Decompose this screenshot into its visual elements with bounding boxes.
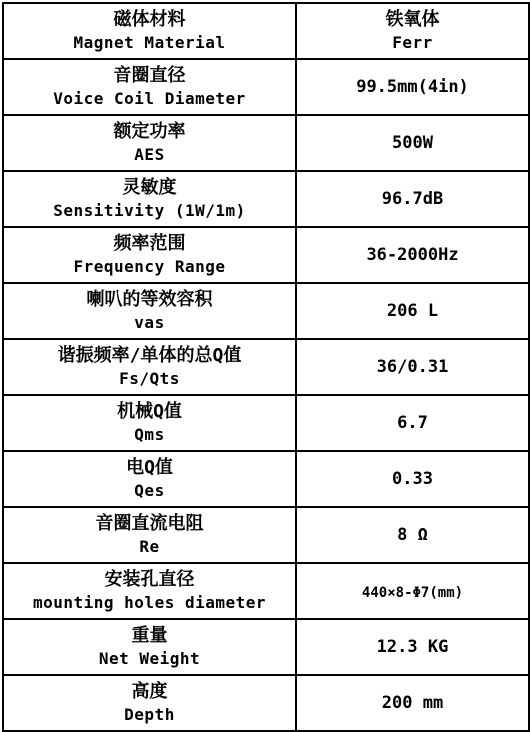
label-cell <box>3 563 296 619</box>
label-cell <box>3 395 296 451</box>
value-text: 36/0.31 <box>376 357 449 377</box>
label-zh: 高度 <box>131 681 168 702</box>
value-text: 0.33 <box>392 469 433 489</box>
value-cell <box>296 283 529 339</box>
label-zh: 安装孔直径 <box>104 569 195 590</box>
label-en: mounting holes diameter <box>32 593 267 612</box>
label-cell <box>3 115 296 171</box>
value-cell <box>296 619 529 675</box>
label-cell <box>3 619 296 675</box>
table-row <box>3 3 529 59</box>
value-cell <box>296 507 529 563</box>
label-en: Fs/Qts <box>119 369 180 388</box>
value-cell <box>296 227 529 283</box>
value-cell <box>296 171 529 227</box>
value-cell <box>296 339 529 395</box>
label-en: vas <box>134 313 165 332</box>
value-text: 8 Ω <box>397 525 428 545</box>
label-cell <box>3 3 296 59</box>
value-text: 99.5mm(4in) <box>356 77 469 97</box>
table-row <box>3 227 529 283</box>
table-row <box>3 339 529 395</box>
label-cell <box>3 451 296 507</box>
label-zh: 电Q值 <box>126 457 173 478</box>
label-en: Frequency Range <box>73 257 226 276</box>
label-cell <box>3 675 296 731</box>
value-text: 200 mm <box>381 693 444 713</box>
table-row <box>3 675 529 731</box>
table-row <box>3 563 529 619</box>
table-row <box>3 59 529 115</box>
value-cell <box>296 675 529 731</box>
label-cell <box>3 507 296 563</box>
table-row <box>3 451 529 507</box>
label-en: Sensitivity (1W/1m) <box>53 201 246 220</box>
value-text: 206 L <box>386 301 439 321</box>
table-row <box>3 619 529 675</box>
label-cell <box>3 283 296 339</box>
label-cell <box>3 227 296 283</box>
label-en: AES <box>134 145 165 164</box>
value-text: 36-2000Hz <box>366 245 459 265</box>
value-text: 6.7 <box>397 413 428 433</box>
table-row <box>3 115 529 171</box>
label-zh: 音圈直径 <box>113 65 186 86</box>
label-en: Qes <box>134 481 165 500</box>
value-text: 12.3 KG <box>376 637 449 657</box>
label-en: Re <box>139 537 160 556</box>
label-zh: 喇叭的等效容积 <box>86 289 213 310</box>
label-zh: 频率范围 <box>113 233 186 254</box>
label-zh: 机械Q值 <box>117 401 182 422</box>
label-en: Qms <box>134 425 165 444</box>
value-text: 500W <box>392 133 433 153</box>
label-zh: 灵敏度 <box>122 177 177 198</box>
table-row <box>3 507 529 563</box>
label-en: Net Weight <box>98 649 201 668</box>
table-row <box>3 283 529 339</box>
value-cell <box>296 451 529 507</box>
label-cell <box>3 59 296 115</box>
spec-table <box>2 2 530 732</box>
label-en: Depth <box>124 705 175 724</box>
value-en: Ferr <box>392 33 433 52</box>
value-cell <box>296 563 529 619</box>
label-zh: 音圈直流电阻 <box>95 513 204 534</box>
label-zh: 重量 <box>131 625 168 646</box>
label-zh: 磁体材料 <box>113 9 186 30</box>
label-zh: 谐振频率/单体的总Q值 <box>57 345 242 366</box>
value-cell <box>296 3 529 59</box>
label-en: Voice Coil Diameter <box>53 89 246 108</box>
label-cell <box>3 339 296 395</box>
value-cell <box>296 395 529 451</box>
table-row <box>3 171 529 227</box>
value-cell <box>296 115 529 171</box>
label-zh: 额定功率 <box>113 121 186 142</box>
label-cell <box>3 171 296 227</box>
value-text: 96.7dB <box>381 189 444 209</box>
value-text: 440×8-Φ7(mm) <box>361 584 464 601</box>
label-en: Magnet Material <box>73 33 226 52</box>
value-cell <box>296 59 529 115</box>
value-zh: 铁氧体 <box>385 9 440 30</box>
table-row <box>3 395 529 451</box>
